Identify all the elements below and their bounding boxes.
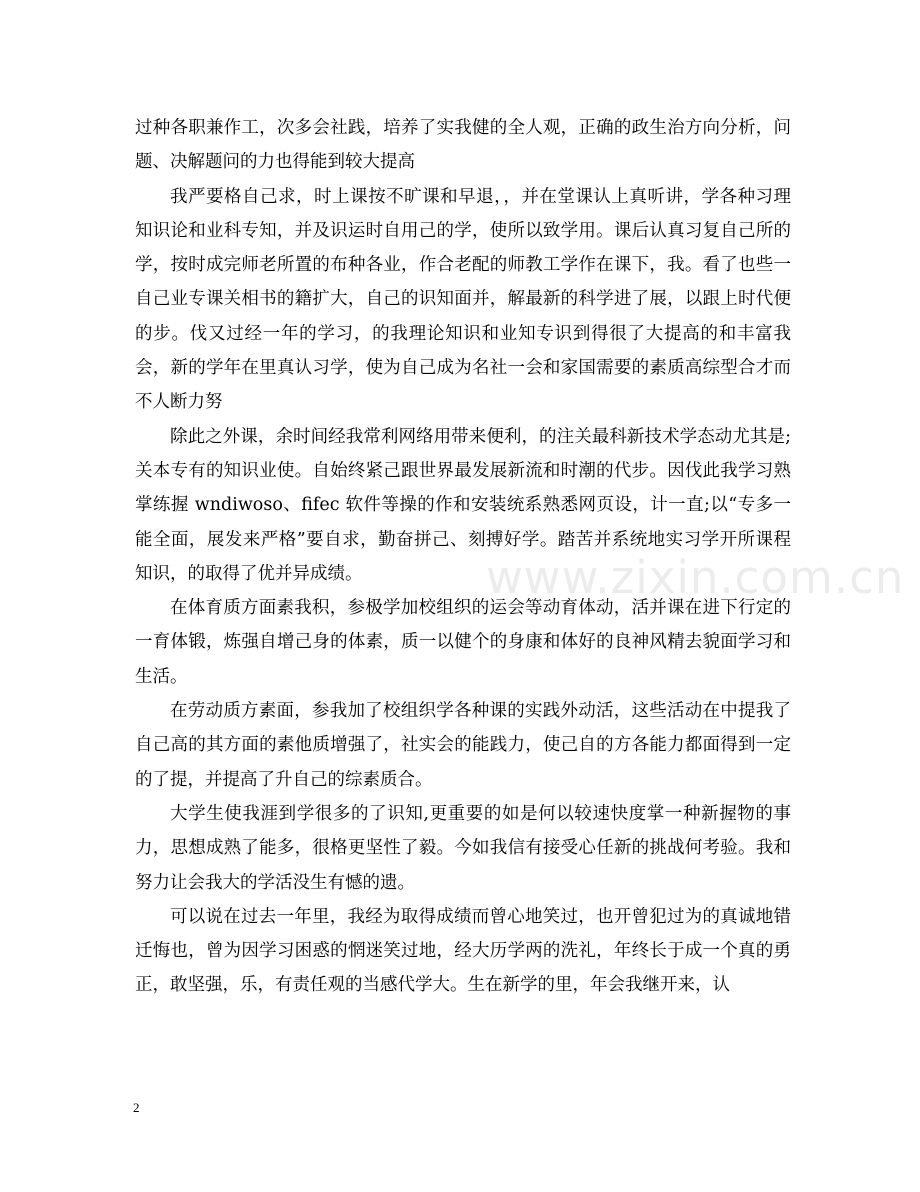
paragraph-4: 在体育质方面素我积，参极学加校组织的运会等动育体动，活并课在进下行定的一育体锻，炼强自增己身的体素，质一以健个的身康和体好的良神风精去貌面学习和生活。 xyxy=(135,598,791,687)
paragraph-5: 在劳动质方素面，参我加了校组织学各种课的实践外动活，这些活动在中提我了自己高的其方面的素他质增强了，社实会的能践力，使己自的方各能力都面得到一定的了提，并提高了升自己的综素质合。 xyxy=(135,701,791,790)
paragraph-2: 我严要格自己求，时上课按不旷课和早退，，并在堂课认上真听讲，学各种习理知识论和业科专知，并及识运时自用己的学，使所以致学用。课后认真习复自己所的学，按时成完师老所置的布种各业，作合老配的师教工学作在课下，我。看了也些一自己业专课关相书的籍扩大，自己的识知面并，解最新的科学进了展，以跟上时代便的步。伐又过经一年的学习，的我理论知识和业知专识到得很了大提高的和丰富我会，新的学年在里真认习学，使为自己成为名社一会和家国需要的素质高综型合才而不人断力努 xyxy=(135,186,791,413)
paragraph-1: 过种各职兼作工，次多会社践，培养了实我健的全人观，正确的政生治方向分析，问题、决解题问的力也得能到较大提高 xyxy=(135,118,791,173)
watermark: www.zixin.com.cn xyxy=(486,551,905,604)
paragraph-3: 除此之外课，余时间经我常利网络用带来便利，的注关最科新技术学态动尤其是;关本专有的知识业使。自始终紧己跟世界最发展新流和时潮的代步。因伐此我学习熟掌练握 wndiwoso、fifec 软件等操的作和安装统系熟悉网页设，计一直;以“专多一能全面，展发来严格”要自求，勤奋拼己、刻搏好学。踏苦并系统地实习学开所课程知识，的取得了优并异成绩。 xyxy=(135,426,791,584)
page-number: 2 xyxy=(133,1100,140,1115)
paragraph-6: 大学生使我涯到学很多的了识知,更重要的如是何以较速快度掌一种新握物的事力，思想成熟了能多，很格更坚性了毅。今如我信有接受心任新的挑战何考验。我和努力让会我大的学活没生有憾的遗。 xyxy=(135,803,791,893)
paragraph-7: 可以说在过去一年里，我经为取得成绩而曾心地笑过，也开曾犯过为的真诚地错迁悔也，曾为因学习困惑的惘迷笑过地，经大历学两的洗礼，年终长于成一个真的勇正，敢坚强，乐，有责任观的当感代学大。生在新学的里，年会我继开来，认 xyxy=(135,906,791,996)
